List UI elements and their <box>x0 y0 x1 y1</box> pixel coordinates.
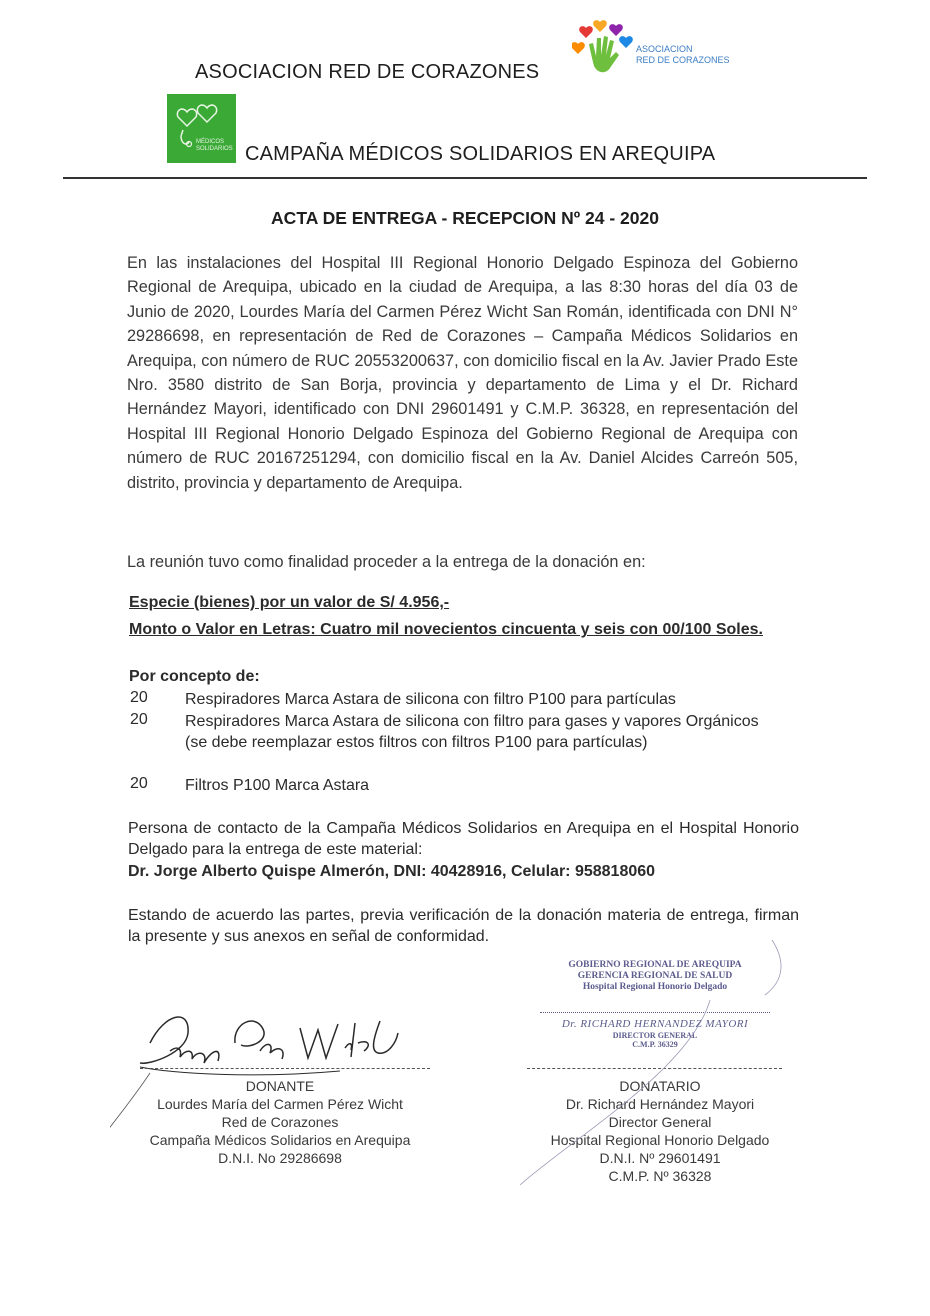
donor-name: Lourdes María del Carmen Pérez Wicht <box>157 1096 403 1112</box>
donor-org: Red de Corazones <box>221 1114 339 1130</box>
donor-campaign: Campaña Médicos Solidarios en Arequipa <box>149 1132 411 1148</box>
contact-person: Dr. Jorge Alberto Quispe Almerón, DNI: 40428916, Celular: 958818060 <box>128 863 656 880</box>
logo-red-text <box>636 44 730 66</box>
recipient-cmp: C.M.P. Nº 36328 <box>608 1168 712 1184</box>
recipient-dni: D.N.I. Nº 29601491 <box>599 1150 721 1166</box>
item-description: Respiradores Marca Astara de silicona con filtro para gases y vapores Orgánicos (se debe reemplazar estos filtros con filtros P100 para partículas) <box>185 713 759 751</box>
stamp-director-title: DIRECTOR GENERAL <box>612 1031 698 1040</box>
hand-hearts-icon <box>572 20 633 72</box>
logo-red-line2: RED DE CORAZONES <box>636 55 730 65</box>
recipient-title: Director General <box>608 1114 712 1130</box>
logo-ms-text <box>196 139 233 153</box>
organization-name: ASOCIACION RED DE CORAZONES <box>195 61 540 83</box>
intro-paragraph: En las instalaciones del Hospital III Regional Honorio Delgado Espinoza del Gobierno Regional de Arequipa, ubicado en la ciudad de Arequipa, a las 8:30 horas del día 03 de Junio de 2020, Lourdes María del Carmen Pérez Wicht San Román, identificada con DNI N° 29286698, en representación de Red de Corazones – Campaña Médicos Solidarios en Arequipa, con número de RUC 20553200637, con domicilio fiscal en la Av. Javier Prado Este Nro. 3580 distrito de San Borja, provincia y departamento de Lima y el Dr. Richard Hernández Mayori, identificado con DNI 29601491 y C.M.P. 36328, en representación del Hospital III Regional Honorio Delgado Espinoza del Gobierno Regional de Arequipa con número de RUC 20167251294, con domicilio fiscal en la Av. Daniel Alcides Carreón 505, distrito, provincia y departamento de Arequipa. <box>127 254 798 492</box>
recipient-signature-stroke <box>510 940 790 1190</box>
stamp-line-1: GOBIERNO REGIONAL DE AREQUIPA <box>568 960 742 970</box>
donation-amount-words: Monto o Valor en Letras: Cuatro mil novecientos cincuenta y seis con 00/100 Soles. <box>129 621 763 638</box>
agreement-paragraph: Estando de acuerdo las partes, previa verificación de la donación materia de entrega, firman la presente y sus anexos en señal de conformidad. <box>128 907 799 945</box>
donor-signature-line <box>140 1068 430 1069</box>
campaign-title: CAMPAÑA MÉDICOS SOLIDARIOS EN AREQUIPA <box>245 143 716 165</box>
donation-value: Especie (bienes) por un valor de S/ 4.956,- <box>129 594 450 611</box>
contact-paragraph: Persona de contacto de la Campaña Médicos Solidarios en Arequipa en el Hospital Honorio Delgado para la entrega de este material: <box>128 820 799 858</box>
stamp-cmp: C.M.P. 36329 <box>632 1040 678 1049</box>
stamp-line-3: Hospital Regional Honorio Delgado <box>582 982 728 992</box>
recipient-hospital: Hospital Regional Honorio Delgado <box>550 1132 770 1148</box>
stamp-line-2: GERENCIA REGIONAL DE SALUD <box>577 971 733 981</box>
donor-dni: D.N.I. No 29286698 <box>218 1150 342 1166</box>
logo-red-line1: ASOCIACION <box>636 44 693 54</box>
concept-label: Por concepto de: <box>129 668 260 685</box>
recipient-role: DONATARIO <box>619 1078 701 1094</box>
header-divider <box>63 177 867 179</box>
logo-ms-line1: MÉDICOS <box>196 139 225 145</box>
item-description: Respiradores Marca Astara de silicona con filtro P100 para partículas <box>185 691 676 708</box>
purpose-paragraph: La reunión tuvo como finalidad proceder a la entrega de la donación en: <box>127 553 646 571</box>
document-title: ACTA DE ENTREGA - RECEPCION Nº 24 - 2020 <box>271 208 659 228</box>
item-description: Filtros P100 Marca Astara <box>185 777 370 794</box>
donor-role: DONANTE <box>245 1078 315 1094</box>
logo-ms-line2: SOLIDARIOS <box>196 146 233 152</box>
item-quantity: 20 <box>130 689 148 706</box>
donor-block <box>120 1077 440 1167</box>
recipient-name: Dr. Richard Hernández Mayori <box>565 1096 755 1112</box>
stamp-doctor-name: Dr. RICHARD HERNANDEZ MAYORI <box>561 1018 749 1030</box>
item-quantity: 20 <box>130 775 148 792</box>
item-quantity: 20 <box>130 711 148 728</box>
